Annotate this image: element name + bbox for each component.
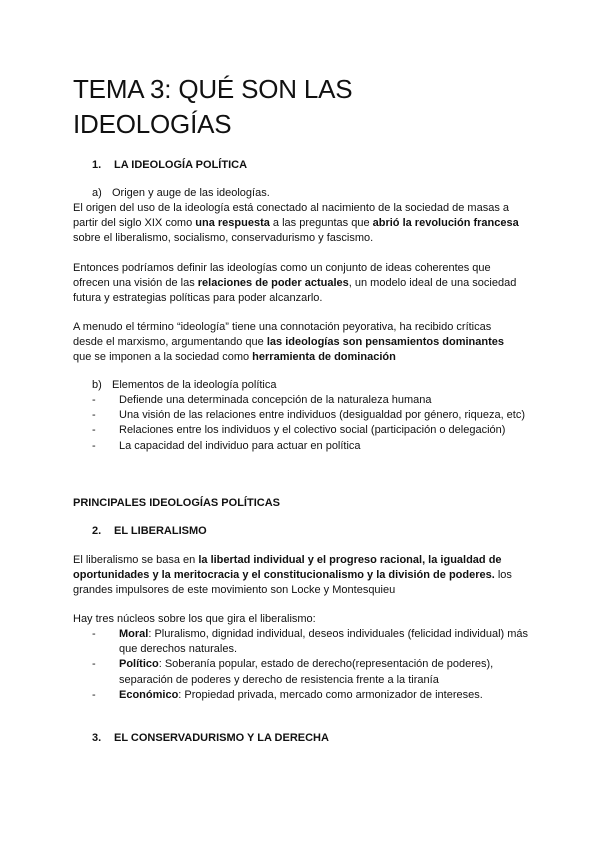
page-title bbox=[73, 72, 352, 142]
dash-marker: - bbox=[92, 688, 96, 701]
bold-run: oportunidades y la meritocracia y el constitucionalismo y la división de poderes. bbox=[73, 569, 495, 582]
paragraph-line: sobre el liberalismo, socialismo, conservadurismo y fascismo. bbox=[73, 232, 374, 245]
paragraph-line: futura y estrategias políticas para poder alcanzarlo. bbox=[73, 292, 323, 305]
list-item-text: La capacidad del individuo para actuar en política bbox=[119, 439, 361, 452]
nucleo-label: Económico bbox=[119, 688, 179, 701]
nucleo-text: : Pluralismo, dignidad individual, deseos individuales (felicidad individual) más bbox=[148, 628, 529, 640]
list-item-text: Defiende una determinada concepción de la naturaleza humana bbox=[119, 394, 432, 406]
list-item bbox=[92, 657, 528, 687]
paragraph-line bbox=[73, 276, 516, 291]
section-1-number: 1. bbox=[92, 159, 102, 171]
bold-run: la libertad individual y el progreso racional, la igualdad de bbox=[198, 554, 502, 566]
section-1-heading bbox=[92, 158, 247, 173]
section-2-title: EL LIBERALISMO bbox=[114, 525, 207, 537]
nucleo-text: : Propiedad privada, mercado como armonizador de intereses. bbox=[178, 688, 483, 701]
title-line-2: IDEOLOGÍAS bbox=[73, 109, 232, 139]
paragraph-line: Entonces podríamos definir las ideologías como un conjunto de ideas coherentes que bbox=[73, 262, 491, 274]
list-item bbox=[92, 439, 525, 454]
elements-list bbox=[92, 393, 525, 454]
section-2-number: 2. bbox=[92, 525, 102, 537]
subsection-b-marker: b) bbox=[92, 379, 102, 391]
paragraph-origin bbox=[73, 201, 519, 247]
list-item bbox=[92, 408, 525, 423]
paragraph-line: A menudo el término “ideología” tiene una connotación peyorativa, ha recibido críticas bbox=[73, 321, 492, 333]
subsection-b-title: Elementos de la ideología política bbox=[112, 379, 277, 391]
nucleo-continuation: que derechos naturales. bbox=[119, 643, 238, 656]
subsection-b bbox=[92, 378, 277, 393]
nucleo-label: Moral bbox=[119, 628, 149, 640]
nucleo-label: Político bbox=[119, 658, 159, 671]
list-item bbox=[92, 393, 525, 408]
paragraph-pejorative bbox=[73, 320, 504, 366]
dash-marker: - bbox=[92, 409, 96, 422]
section-3-heading bbox=[92, 731, 329, 746]
paragraph-line bbox=[73, 568, 512, 583]
text-run: El liberalismo se basa en bbox=[73, 554, 199, 566]
list-item bbox=[92, 423, 525, 438]
paragraph-line bbox=[73, 216, 519, 231]
subsection-a bbox=[92, 186, 270, 201]
list-item-text: Una visión de las relaciones entre individuos (desigualdad por género, riqueza, etc) bbox=[119, 409, 526, 422]
text-run: ofrecen una visión de las bbox=[73, 277, 198, 290]
text-run: , un modelo ideal de una sociedad bbox=[348, 277, 517, 290]
paragraph-definition bbox=[73, 261, 516, 307]
bold-run: abrió la revolución francesa bbox=[372, 217, 519, 230]
paragraph-liberalism bbox=[73, 553, 512, 599]
section-1-title: LA IDEOLOGÍA POLÍTICA bbox=[114, 159, 248, 171]
dash-marker: - bbox=[92, 439, 96, 452]
list-item-text: Relaciones entre los individuos y el colectivo social (participación o delegación) bbox=[119, 424, 506, 437]
section-3-number: 3. bbox=[92, 732, 102, 744]
subsection-a-title: Origen y auge de las ideologías. bbox=[112, 187, 270, 199]
dash-marker: - bbox=[92, 658, 96, 671]
text-run: los bbox=[494, 569, 512, 582]
section-3-title: EL CONSERVADURISMO Y LA DERECHA bbox=[114, 732, 329, 744]
text-run: desde el marxismo, argumentando que bbox=[73, 336, 267, 349]
paragraph-line bbox=[73, 350, 504, 365]
paragraph-nucleos-intro: Hay tres núcleos sobre los que gira el liberalismo: bbox=[73, 613, 316, 625]
title-line-1: TEMA 3: QUÉ SON LAS bbox=[73, 74, 353, 104]
dash-marker: - bbox=[92, 628, 96, 640]
paragraph-line bbox=[73, 335, 504, 350]
paragraph-line: El origen del uso de la ideología está conectado al nacimiento de la sociedad de masas a bbox=[73, 202, 510, 214]
text-run: que se imponen a la sociedad como bbox=[73, 351, 253, 364]
bold-run: relaciones de poder actuales bbox=[197, 277, 349, 290]
nucleo-continuation: separación de poderes y derecho de resistencia frente a la tiranía bbox=[119, 673, 439, 686]
nucleos-list bbox=[92, 627, 528, 703]
nucleo-text: : Soberanía popular, estado de derecho(representación de poderes), bbox=[158, 658, 494, 671]
subsection-a-marker: a) bbox=[92, 187, 102, 199]
bold-run: una respuesta bbox=[195, 217, 270, 230]
paragraph-line: grandes impulsores de este movimiento son Locke y Montesquieu bbox=[73, 584, 396, 597]
bold-run: las ideologías son pensamientos dominantes bbox=[266, 336, 505, 349]
list-item bbox=[92, 627, 528, 657]
paragraph-line bbox=[73, 553, 512, 568]
dash-marker: - bbox=[92, 424, 96, 437]
section-2-heading bbox=[92, 524, 207, 539]
text-run: a las preguntas que bbox=[269, 217, 373, 230]
text-run: partir del siglo XIX como bbox=[73, 217, 196, 230]
principales-heading: PRINCIPALES IDEOLOGÍAS POLÍTICAS bbox=[73, 497, 280, 509]
list-item bbox=[92, 688, 528, 703]
dash-marker: - bbox=[92, 394, 96, 406]
bold-run: herramienta de dominación bbox=[252, 351, 396, 364]
